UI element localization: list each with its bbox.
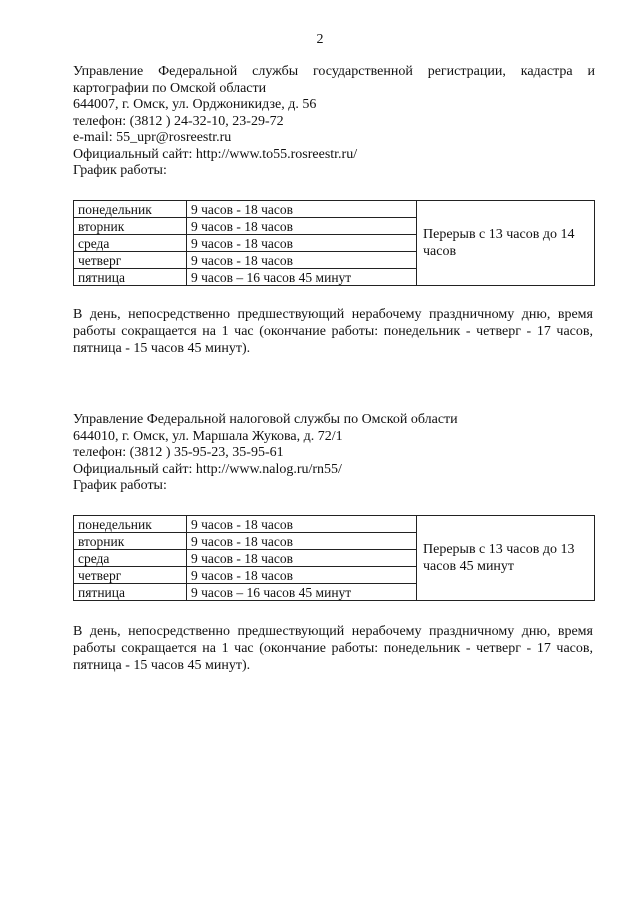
org1-schedule-heading: График работы:: [73, 163, 167, 178]
org2-schedule-table: [73, 515, 595, 601]
org1-name: Управление Федеральной службы государственной регистрации, кадастра и картографии по Омской области: [73, 64, 595, 96]
org2-website: Официальный сайт: http://www.nalog.ru/rn55/: [73, 461, 342, 477]
org2-name: Управление Федеральной налоговой службы по Омской области: [73, 412, 458, 427]
org1-contact-block: [73, 64, 595, 180]
day-cell: пятница: [74, 584, 187, 601]
table-row: [74, 201, 595, 218]
org1-address: 644007, г. Омск, ул. Орджоникидзе, д. 56: [73, 97, 317, 112]
org1-note: В день, непосредственно предшествующий нерабочему праздничному дню, время работы сокращается на 1 час (окончание работы: понедельник - четверг - 17 часов, пятница - 15 часов 45 минут).: [73, 307, 593, 356]
break-cell: Перерыв с 13 часов до 13 часов 45 минут: [417, 516, 595, 601]
day-cell: четверг: [74, 252, 187, 269]
org2-address: 644010, г. Омск, ул. Маршала Жукова, д. 72/1: [73, 428, 343, 444]
hours-cell: 9 часов – 16 часов 45 минут: [187, 269, 417, 286]
table-row: [74, 516, 595, 533]
hours-cell: 9 часов - 18 часов: [187, 550, 417, 567]
hours-cell: 9 часов - 18 часов: [187, 235, 417, 252]
break-cell: Перерыв с 13 часов до 14 часов: [417, 201, 595, 286]
org2-note: В день, непосредственно предшествующий нерабочему праздничному дню, время работы сокращается на 1 час (окончание работы: понедельник - четверг - 17 часов, пятница - 15 часов 45 минут).: [73, 624, 593, 673]
hours-cell: 9 часов - 18 часов: [187, 218, 417, 235]
hours-cell: 9 часов - 18 часов: [187, 252, 417, 269]
hours-cell: 9 часов - 18 часов: [187, 516, 417, 533]
hours-cell: 9 часов - 18 часов: [187, 201, 417, 218]
hours-cell: 9 часов - 18 часов: [187, 533, 417, 550]
day-cell: пятница: [74, 269, 187, 286]
org2-schedule-heading: График работы:: [73, 478, 167, 493]
day-cell: среда: [74, 235, 187, 252]
day-cell: понедельник: [74, 201, 187, 218]
hours-cell: 9 часов – 16 часов 45 минут: [187, 584, 417, 601]
org1-email: e-mail: 55_upr@rosreestr.ru: [73, 130, 232, 145]
org1-schedule-table: [73, 200, 595, 286]
day-cell: четверг: [74, 567, 187, 584]
org2-contact-block: [73, 412, 595, 495]
org1-website: Официальный сайт: http://www.to55.rosreestr.ru/: [73, 146, 358, 162]
day-cell: понедельник: [74, 516, 187, 533]
day-cell: вторник: [74, 218, 187, 235]
page-number: 2: [316, 32, 324, 47]
org1-phone: телефон: (3812 ) 24-32-10, 23-29-72: [73, 113, 284, 129]
hours-cell: 9 часов - 18 часов: [187, 567, 417, 584]
org2-phone: телефон: (3812 ) 35-95-23, 35-95-61: [73, 445, 284, 460]
day-cell: среда: [74, 550, 187, 567]
day-cell: вторник: [74, 533, 187, 550]
